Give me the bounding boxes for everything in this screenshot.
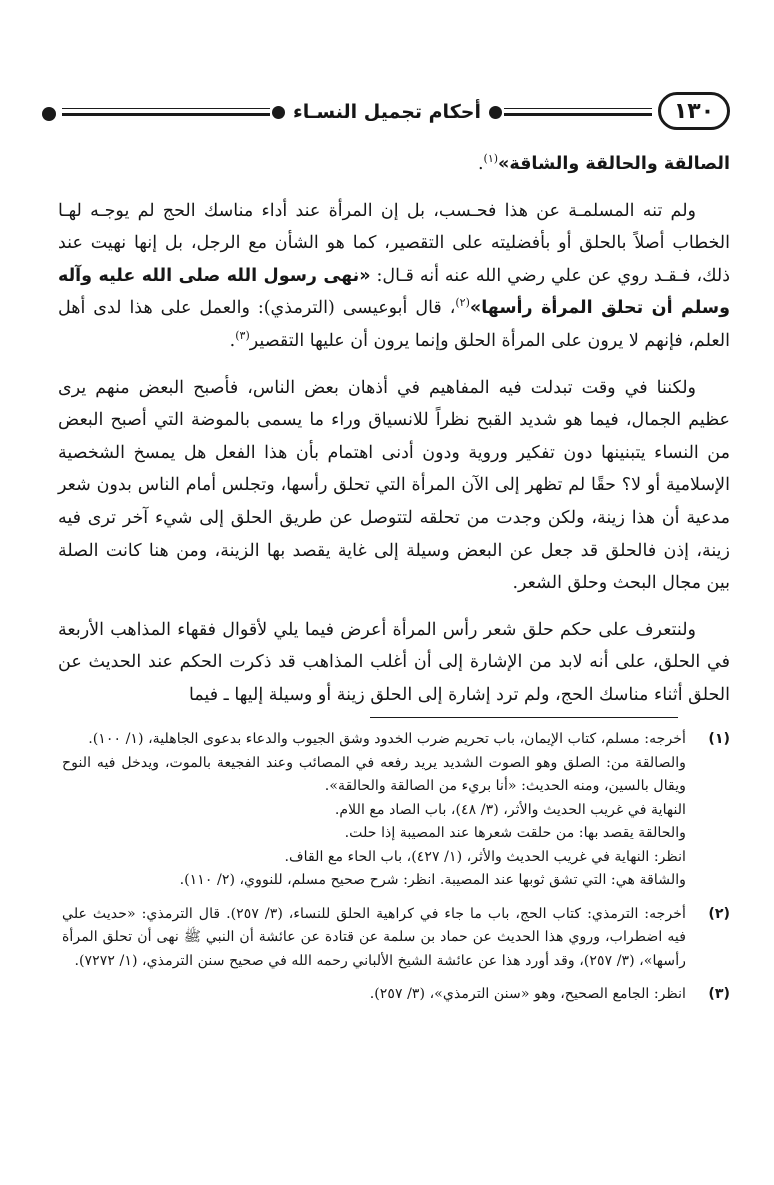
main-text [58, 148, 730, 726]
page-header [42, 92, 730, 132]
running-title-box [270, 94, 504, 130]
footnote-line: انظر: النهاية في غريب الحديث والأثر، (١/ ٤٢٧)، باب الحاء مع القاف. [284, 848, 686, 865]
paragraph [58, 195, 730, 358]
footnote [62, 983, 730, 1007]
footnote [62, 728, 730, 893]
footnote-line: أخرجه: مسلم، كتاب الإيمان، باب تحريم ضرب الخدود وشق الجيوب والدعاء بدعوى الجاهلية، (١/ ١٠٠). [88, 731, 686, 747]
bold-phrase: الصالقة والحالقة والشاقة» [498, 154, 730, 174]
footnote-separator [370, 717, 678, 718]
punctuation: . [229, 330, 236, 351]
paragraph: ولنتعرف على حكم حلق شعر رأس المرأة أعرض فيما يلي لأقوال فقهاء المذاهب الأربعة في الحلق، على أنه لابد من الإشارة إلى أن أغلب المذاهب قد ذكرت الحكم عند الحديث عن الحلق أثناء مناسك الحج، ولم ترد إشارة إلى الحلق زينة أو وسيلة إليها ـ فيما [58, 619, 730, 705]
running-title: أحكام تجميل النسـاء [293, 101, 481, 123]
footnote-line: النهاية في غريب الحديث والأثر، (٣/ ٤٨)، باب الصاد مع اللام. [334, 801, 686, 818]
footnote-line: والصالقة من: الصلق وهو الصوت الشديد يريد رفعه في المصائب وعند الفجيعة بالموت، ويدخل فيه النوح ويقال بالسين، ومنه الحديث: «أنا بريء من الصالقة والحالقة». [62, 754, 686, 794]
footnote-line: والشاقة هي: التي تشق ثوبها عند المصيبة. انظر: شرح صحيح مسلم، للنووي، (٢/ ١١٠). [179, 872, 686, 888]
hadith-quote: «نهى رسول الله صلى الله عليه وآله وسلم أن تحلق المرأة رأسها» [58, 265, 731, 319]
footnote-marker: (٣) [708, 986, 730, 1002]
paragraph: ولكننا في وقت تبدلت فيه المفاهيم في أذهان بعض الناس، فأصبح البعض منهم يرى عظيم الجمال، فيما هو شديد القبح نظراً للانسياق وراء ما يسمى بالموضة التي أصبح البعض من النساء يتبنينها دون تفكير وروية ودون أدنى اهتمام بأن هذا الفعل هل يمسخ الشخصية الإسلامية أو لا؟ حقًا لم تظهر إلى الآن المرأة التي تحلق رأسها، وتجلس أمام الناس بدون شعر مدعية أن هذا زينة، ولكن وجدت من تحلقه لتتوصل عن طريق الحلق إلى شيء آخر ترى فيه زينة، إذن فالحلق قد جعل عن البعض وسيلة إلى غاية يقصد بها الزينة، ومن هنا كانت الصلة بين مجال البحث وحلق الشعر. [58, 377, 730, 594]
footnote-line: انظر: الجامع الصحيح، وهو «سنن الترمذي»، (٣/ ٢٥٧). [369, 986, 686, 1002]
paragraph-text: ، قال أبوعيسى (الترمذي): والعمل على هذا لدى أهل العلم، فإنهم لا يرون على المرأة الحلق وإنما يرون أن عليها التقصير [58, 298, 730, 351]
footnote-ref: (٣) [235, 329, 250, 343]
page-number: ١٣٠ [658, 92, 730, 130]
paragraph [58, 148, 730, 181]
paragraph-text: ولم تنه المسلمـة عن هذا فحـسب، بل إن المرأة عند أداء مناسك الحج لم يوجـه لهـا الخطاب أصلاً بالحلق أو بأفضليته على التقصير، كما هو الشأن مع الرجل، بل إنها نهيت عند ذلك، فـقـد روي عن علي رضي الله عنه أنه قـال: [58, 200, 730, 286]
footnote [62, 903, 730, 974]
footnote-ref: (١) [483, 152, 499, 166]
footnotes [62, 728, 730, 1017]
footnote-ref: (٢) [455, 296, 470, 310]
footnote-line: والحالقة يقصد بها: من حلقت شعرها عند المصيبة إذا حلت. [344, 825, 686, 841]
footnote-line: أخرجه: الترمذي: كتاب الحج، باب ما جاء في كراهية الحلق للنساء، (٣/ ٢٥٧). قال الترمذي: «حديث علي فيه اضطراب، وروي هذا الحديث عن حماد بن سلمة عن قتادة عن عائشة أن النبي ﷺ نهى أن تحلق المرأة رأسها»، (٣/ ٢٥٧)، وقد أورد هذا عن عائشة الشيخ الألباني رحمه الله في صحيح سنن الترمذي، (١/ ٧٢٧٢). [62, 905, 686, 969]
ornament-dot [489, 106, 502, 119]
footnote-marker: (١) [708, 731, 730, 747]
punctuation: . [477, 154, 484, 174]
ornament-dot [272, 106, 285, 119]
footnote-marker: (٢) [708, 905, 730, 922]
ornament-dot [42, 107, 56, 121]
